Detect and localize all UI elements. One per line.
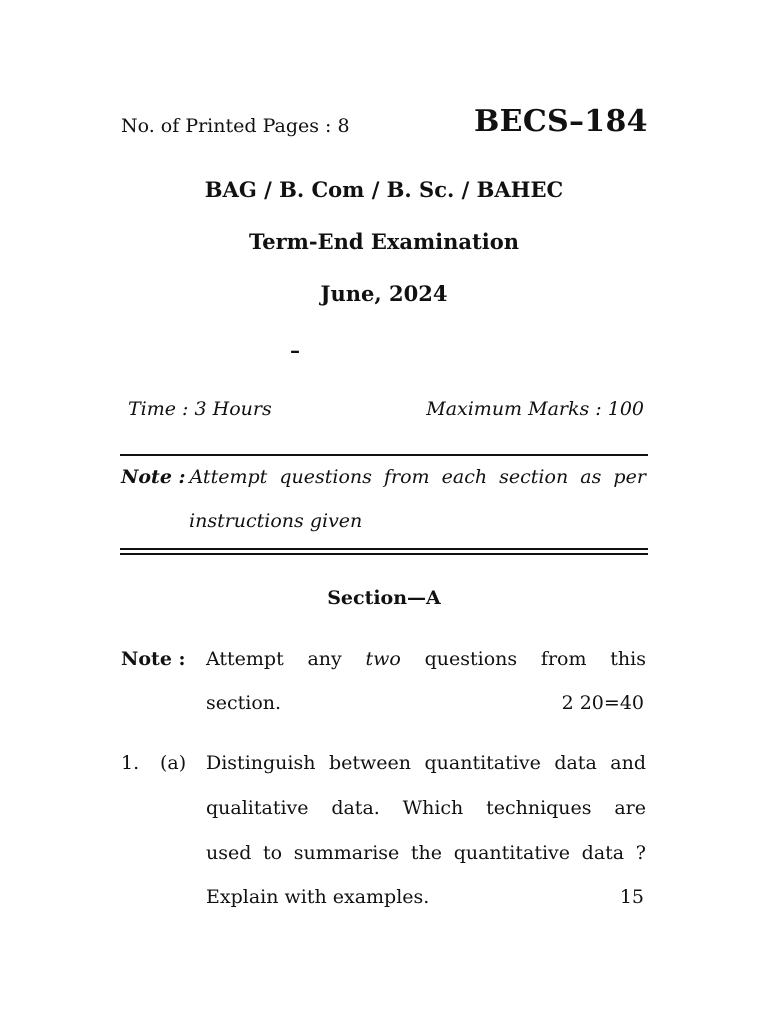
question-word: Distinguish	[206, 752, 316, 774]
note-word: from	[383, 466, 430, 488]
question-line	[206, 842, 646, 864]
question-line	[206, 797, 646, 819]
question-part: (a)	[160, 752, 187, 774]
section-note-word: any	[307, 648, 342, 670]
general-note	[121, 466, 646, 532]
divider-double-lower	[120, 553, 648, 555]
programme-title: BAG / B. Com / B. Sc. / BAHEC	[204, 177, 564, 202]
title-dash: –	[290, 338, 300, 362]
section-note-word-emphasis: two	[365, 648, 401, 670]
question-number: 1.	[121, 752, 140, 774]
question-word: used	[206, 842, 252, 864]
section-heading: Section—A	[327, 587, 441, 609]
question-word: to	[263, 842, 283, 864]
question-line	[206, 752, 646, 774]
question-word: ?	[635, 842, 646, 864]
question-word: data	[554, 752, 597, 774]
note-word: questions	[279, 466, 372, 488]
note-word: Attempt	[189, 466, 268, 488]
maximum-marks: Maximum Marks : 100	[426, 398, 644, 420]
question-word: are	[614, 797, 646, 819]
printed-pages-count: No. of Printed Pages : 8	[121, 115, 350, 137]
section-note-word: questions	[424, 648, 518, 670]
question-word: quantitative	[424, 752, 541, 774]
question-word: between	[328, 752, 411, 774]
exam-time: Time : 3 Hours	[128, 398, 272, 420]
question-word: data.	[331, 797, 380, 819]
course-code: BECS–184	[474, 104, 648, 139]
question-word: techniques	[486, 797, 592, 819]
question-line: Explain with examples.	[206, 886, 430, 908]
note-word: section	[499, 466, 569, 488]
question-word: quantitative	[453, 842, 571, 864]
note-line1	[190, 466, 646, 488]
divider-double-upper	[120, 548, 648, 550]
section-note-label: Note :	[121, 648, 186, 670]
question-word: data	[581, 842, 625, 864]
note-word: as	[580, 466, 602, 488]
note-word: per	[613, 466, 646, 488]
question-word: Which	[402, 797, 464, 819]
note-label: Note :	[121, 466, 186, 488]
section-note-word: from	[540, 648, 587, 670]
note-word: each	[441, 466, 488, 488]
section-note-line1	[206, 648, 646, 670]
question-word: the	[410, 842, 443, 864]
section-marks: 2 20=40	[561, 692, 644, 714]
section-note-line2: section.	[206, 692, 282, 714]
note-line2: instructions given	[189, 510, 363, 532]
divider-top	[120, 454, 648, 456]
question-word: summarise	[293, 842, 400, 864]
question-marks: 15	[619, 886, 644, 908]
question-word: and	[610, 752, 646, 774]
section-note-word: this	[610, 648, 646, 670]
exam-date: June, 2024	[320, 281, 448, 306]
exam-name: Term-End Examination	[248, 229, 519, 254]
section-note-word: Attempt	[206, 648, 284, 670]
question-word: qualitative	[206, 797, 309, 819]
